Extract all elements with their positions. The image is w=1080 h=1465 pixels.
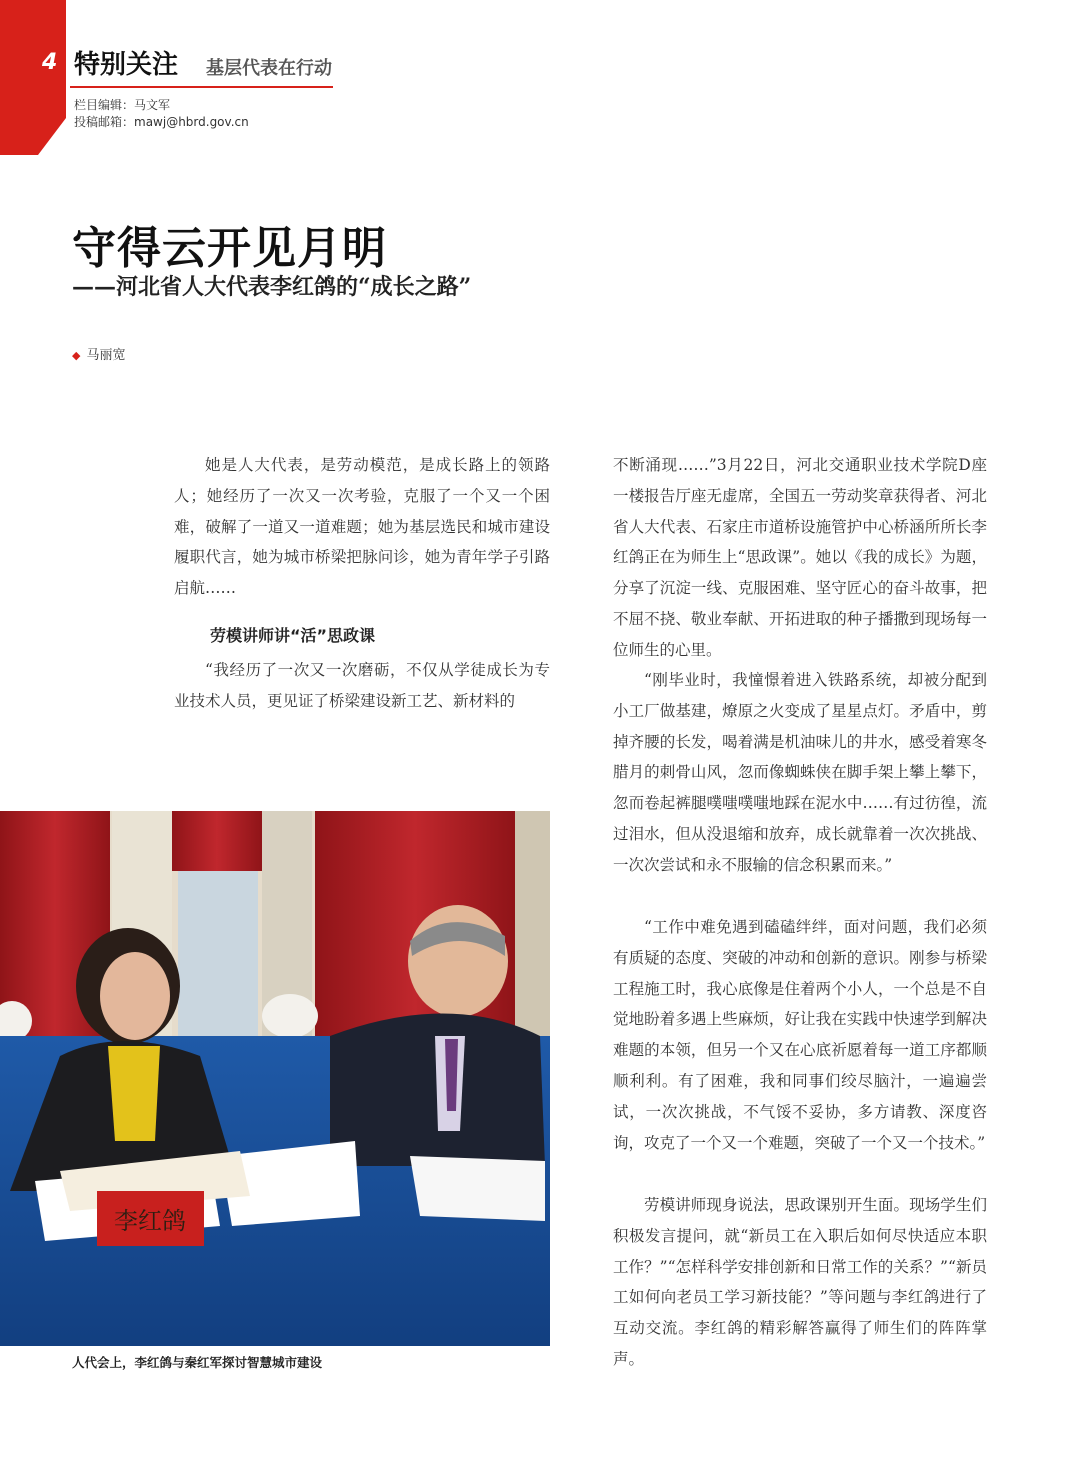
article-photo <box>0 811 550 1346</box>
submission-email[interactable]: 投稿邮箱：mawj@hbrd.gov.cn <box>74 115 249 129</box>
paragraph-3: “工作中难免遇到磕磕绊绊，面对问题，我们必须有质疑的态度、突破的冲动和创新的意识。刚参与桥梁工程施工时，我心底像是住着两个小人，一个总是不自觉地盼着多遇上些麻烦，好让我在实践中快速学到解决难题的本领，但另一个又在心底祈愿着每一道工序都顺顺利利。有了困难，我和同事们绞尽脑汁，一遍遍尝试，一次次挑战，不气馁不妥协，多方请教、深度咨询，攻克了一个又一个难题，突破了一个又一个技术。” <box>613 918 987 1152</box>
paragraph-1-continued: 不断涌现……”3月22日，河北交通职业技术学院D座一楼报告厅座无虚席，全国五一劳动奖章获得者、河北省人大代表、石家庄市道桥设施管护中心桥涵所所长李红鸽正在为师生上“思政课”。她以《我的成长》为题，分享了沉淀一线、克服困难、坚守匠心的奋斗故事，把不屈不挠、敬业奉献、开拓进取的种子播撒到现场每一位师生的心里。 <box>613 456 987 659</box>
photo-caption: 人代会上，李红鸽与秦红军探讨智慧城市建设 <box>72 1355 323 1370</box>
page-number: 4 <box>42 50 58 75</box>
section-heading: 劳模讲师讲“活”思政课 <box>210 626 376 645</box>
paragraph-4: 劳模讲师现身说法，思政课别开生面。现场学生们积极发言提问，就“新员工在入职后如何尽快适应本职工作？”“怎样科学安排创新和日常工作的关系？”“新员工如何向老员工学习新技能？”等问题与李红鸽进行了互动交流。李红鸽的精彩解答赢得了师生们的阵阵掌声。 <box>613 1196 987 1368</box>
paragraph-1-start: “我经历了一次又一次磨砺，不仅从学徒成长为专业技术人员，更见证了桥梁建设新工艺、新材料的 <box>174 661 550 710</box>
section-red-tab <box>0 0 66 155</box>
article-title: 守得云开见月明 <box>72 223 387 274</box>
column-editor: 栏目编辑：马文军 <box>74 98 171 112</box>
column-title: 特别关注 <box>74 50 179 80</box>
meeting-photo-illustration <box>0 811 550 1346</box>
byline <box>72 344 125 363</box>
author-name: 马丽宽 <box>86 348 126 363</box>
article-subtitle: ——河北省人大代表李红鸽的“成长之路” <box>72 274 472 300</box>
intro-paragraph: 她是人大代表，是劳动模范，是成长路上的领路人；她经历了一次又一次考验，克服了一个又一个困难，破解了一道又一道难题；她为基层选民和城市建设履职代言，她为城市桥梁把脉问诊，她为青年学子引路启航…… <box>174 456 550 598</box>
column-subtitle: 基层代表在行动 <box>206 58 332 79</box>
name-card: 李红鸽 <box>114 1207 186 1235</box>
paragraph-2: “刚毕业时，我憧憬着进入铁路系统，却被分配到小工厂做基建，燎原之火变成了星星点灯。矛盾中，剪掉齐腰的长发，喝着满是机油味儿的井水，感受着寒冬腊月的刺骨山风，忽而像蜘蛛侠在脚手架上攀上攀下，忽而卷起裤腿噗嗤噗嗤地踩在泥水中……有过彷徨，流过泪水，但从没退缩和放弃，成长就靠着一次次挑战、一次次尝试和永不服输的信念积累而来。” <box>613 671 987 874</box>
diamond-icon: ◆ <box>72 349 81 362</box>
header-rule <box>70 86 333 88</box>
